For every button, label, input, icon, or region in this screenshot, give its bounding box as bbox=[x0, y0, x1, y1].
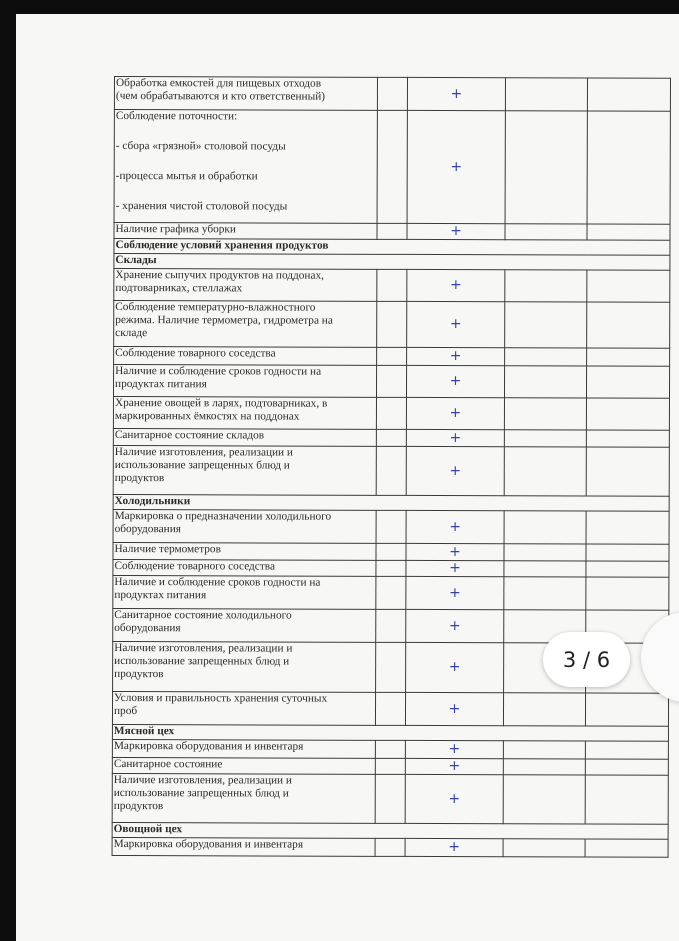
empty-cell bbox=[377, 77, 407, 110]
empty-cell bbox=[504, 430, 586, 447]
criterion-cell bbox=[114, 347, 377, 366]
check-mark: + bbox=[406, 543, 504, 560]
table-row bbox=[112, 739, 668, 759]
criterion-cell bbox=[112, 739, 375, 758]
criterion-cell bbox=[114, 77, 377, 111]
empty-cell bbox=[503, 775, 585, 824]
table-row bbox=[112, 757, 668, 775]
empty-cell bbox=[376, 446, 406, 495]
empty-cell bbox=[504, 511, 586, 544]
empty-cell bbox=[375, 758, 405, 774]
criterion-text bbox=[116, 183, 376, 201]
empty-cell bbox=[376, 560, 406, 576]
section-title: Мясной цех bbox=[112, 724, 668, 741]
criterion-text: продуктах питания bbox=[115, 378, 207, 391]
criterion-cell bbox=[113, 575, 376, 609]
empty-cell bbox=[505, 78, 587, 111]
empty-cell bbox=[587, 78, 670, 111]
criterion-text: Соблюдение товарного соседства bbox=[115, 347, 276, 360]
criterion-cell bbox=[113, 608, 376, 642]
empty-cell bbox=[376, 429, 406, 446]
empty-cell bbox=[375, 774, 405, 823]
check-mark: + bbox=[406, 397, 504, 429]
empty-cell bbox=[586, 366, 669, 398]
criterion-text: использование запрещенных блюд и bbox=[113, 787, 289, 800]
check-mark: + bbox=[407, 301, 505, 347]
check-mark: + bbox=[406, 576, 504, 609]
criterion-text: Хранение овощей в ларях, подтоварниках, в bbox=[114, 397, 328, 410]
check-mark: + bbox=[406, 642, 504, 692]
criterion-cell bbox=[114, 110, 377, 224]
empty-cell bbox=[377, 301, 407, 347]
criterion-text: подтоварниках, стеллажах bbox=[115, 282, 243, 295]
criterion-cell bbox=[114, 223, 377, 240]
criterion-text: Соблюдение поточности: bbox=[115, 110, 238, 123]
criterion-text: Наличие термометров bbox=[114, 543, 221, 556]
criterion-text: продуктов bbox=[114, 472, 165, 485]
check-mark: + bbox=[407, 223, 505, 239]
table-row bbox=[114, 269, 670, 303]
empty-cell bbox=[376, 543, 406, 560]
empty-cell bbox=[376, 365, 406, 397]
check-mark: + bbox=[405, 758, 503, 774]
empty-cell bbox=[586, 544, 669, 561]
criterion-cell bbox=[113, 641, 376, 692]
criterion-cell bbox=[113, 509, 376, 543]
criterion-text: Наличие и соблюдение сроков годности на bbox=[115, 365, 322, 378]
empty-cell bbox=[586, 430, 669, 447]
check-mark: + bbox=[407, 110, 505, 223]
check-mark: + bbox=[406, 510, 504, 543]
criterion-text: - сбора «грязной» столовой посуды bbox=[115, 140, 286, 153]
criterion-cell bbox=[112, 757, 375, 774]
empty-cell bbox=[586, 511, 669, 544]
empty-cell bbox=[505, 224, 587, 240]
check-mark: + bbox=[405, 692, 503, 725]
check-mark: + bbox=[405, 838, 503, 856]
empty-cell bbox=[505, 348, 587, 366]
empty-cell bbox=[586, 447, 669, 496]
table-row bbox=[112, 837, 668, 857]
criterion-text: Маркировка оборудования и инвентаря bbox=[113, 838, 304, 851]
check-mark: + bbox=[406, 609, 504, 642]
table-row bbox=[112, 773, 668, 824]
criterion-cell bbox=[113, 445, 376, 495]
empty-cell bbox=[504, 544, 586, 561]
criterion-text: Наличие изготовления, реализации и bbox=[113, 774, 292, 787]
criterion-text: Санитарное состояние bbox=[113, 758, 223, 771]
empty-cell bbox=[504, 577, 586, 610]
empty-cell bbox=[587, 270, 670, 302]
empty-cell bbox=[504, 447, 586, 496]
empty-cell bbox=[375, 838, 405, 856]
empty-cell bbox=[376, 642, 406, 692]
criterion-text: Маркировка оборудования и инвентаря bbox=[113, 740, 304, 753]
empty-cell bbox=[504, 561, 586, 577]
table-row bbox=[113, 428, 669, 447]
criterion-text: складе bbox=[115, 327, 148, 340]
criterion-text: -процесса мытья и обработки bbox=[115, 170, 258, 183]
empty-cell bbox=[586, 398, 669, 430]
section-row bbox=[112, 724, 668, 741]
empty-cell bbox=[376, 576, 406, 609]
empty-cell bbox=[504, 366, 586, 398]
criterion-text: маркированных ёмкостях на поддонах bbox=[114, 410, 300, 423]
empty-cell bbox=[585, 775, 668, 824]
section-row bbox=[113, 494, 669, 511]
criterion-text: Соблюдение товарного соседства bbox=[114, 560, 275, 573]
table-row bbox=[113, 509, 669, 544]
criterion-text: Наличие и соблюдение сроков годности на bbox=[114, 576, 321, 589]
criterion-text: Наличие изготовления, реализации и bbox=[114, 446, 294, 459]
criterion-text: Маркировка о предназначении холодильного bbox=[114, 510, 332, 523]
empty-cell bbox=[375, 692, 405, 725]
criterion-text bbox=[116, 123, 376, 141]
empty-cell bbox=[376, 510, 406, 543]
empty-cell bbox=[586, 561, 669, 577]
criterion-text: Соблюдение температурно-влажностного bbox=[115, 301, 316, 314]
empty-cell bbox=[503, 759, 585, 775]
criterion-text: использование запрещенных блюд и bbox=[114, 459, 290, 472]
table-row bbox=[113, 365, 669, 399]
checklist-table bbox=[112, 76, 671, 858]
criterion-cell bbox=[112, 773, 375, 823]
checklist-table-wrap bbox=[112, 76, 670, 858]
empty-cell bbox=[587, 224, 670, 240]
criterion-text: (чем обрабатываются и кто ответственный) bbox=[115, 90, 326, 103]
criterion-text: продуктов bbox=[114, 668, 164, 681]
table-row bbox=[114, 301, 670, 349]
empty-cell bbox=[505, 270, 587, 302]
check-mark: + bbox=[407, 77, 505, 110]
document-page bbox=[16, 14, 679, 941]
table-row bbox=[113, 559, 669, 577]
table-row bbox=[114, 223, 670, 241]
table-row bbox=[113, 445, 669, 496]
empty-cell bbox=[586, 577, 669, 610]
check-mark: + bbox=[406, 365, 504, 397]
check-mark: + bbox=[406, 560, 504, 576]
empty-cell bbox=[503, 741, 585, 759]
table-row bbox=[114, 347, 670, 367]
empty-cell bbox=[503, 839, 585, 857]
criterion-text: Санитарное состояние холодильного bbox=[114, 609, 292, 622]
section-row bbox=[114, 239, 670, 256]
section-title: Склады bbox=[114, 254, 670, 271]
empty-cell bbox=[505, 111, 587, 224]
criterion-text: продуктах питания bbox=[114, 589, 207, 602]
check-mark: + bbox=[406, 446, 504, 495]
empty-cell bbox=[585, 741, 668, 759]
empty-cell bbox=[375, 740, 405, 758]
check-mark: + bbox=[406, 429, 504, 446]
empty-cell bbox=[504, 398, 586, 430]
empty-cell bbox=[587, 302, 670, 348]
criterion-text: Условия и правильность хранения суточных bbox=[114, 692, 328, 705]
empty-cell bbox=[376, 609, 406, 642]
criterion-text: Обработка емкостей для пищевых отходов bbox=[115, 77, 322, 90]
section-row bbox=[112, 822, 668, 839]
criterion-text: продуктов bbox=[113, 800, 164, 813]
table-row bbox=[113, 575, 669, 610]
criterion-text: использование запрещенных блюд и bbox=[114, 655, 290, 668]
criterion-cell bbox=[114, 269, 377, 302]
section-title: Соблюдение условий хранения продуктов bbox=[114, 239, 670, 256]
table-row bbox=[113, 542, 669, 561]
empty-cell bbox=[376, 397, 406, 429]
table-row bbox=[114, 77, 670, 112]
criterion-cell bbox=[113, 365, 376, 398]
criterion-text: режима. Наличие термометра, гидрометра на bbox=[115, 314, 333, 327]
criterion-text: Наличие графика уборки bbox=[115, 223, 236, 236]
section-title: Холодильники bbox=[113, 494, 669, 511]
check-mark: + bbox=[405, 774, 503, 823]
criterion-text: Наличие изготовления, реализации и bbox=[114, 642, 293, 655]
criterion-cell bbox=[113, 559, 376, 576]
criterion-text: проб bbox=[113, 705, 138, 718]
empty-cell bbox=[587, 348, 670, 366]
criterion-text: Хранение сыпучих продуктов на поддонах, bbox=[115, 269, 324, 282]
criterion-cell bbox=[112, 837, 375, 856]
empty-cell bbox=[585, 693, 668, 726]
table-row bbox=[114, 110, 670, 225]
empty-cell bbox=[585, 839, 668, 857]
criterion-text: оборудования bbox=[114, 523, 181, 536]
empty-cell bbox=[503, 693, 585, 726]
criterion-cell bbox=[112, 691, 375, 725]
empty-cell bbox=[585, 759, 668, 775]
table-row bbox=[113, 397, 669, 431]
criterion-text bbox=[116, 153, 376, 171]
check-mark: + bbox=[407, 347, 505, 365]
criterion-cell bbox=[113, 428, 376, 446]
section-row bbox=[114, 254, 670, 271]
criterion-cell bbox=[113, 397, 376, 430]
check-mark: + bbox=[407, 269, 505, 301]
empty-cell bbox=[377, 223, 407, 239]
empty-cell bbox=[377, 110, 407, 223]
page-indicator: 3 / 6 bbox=[543, 632, 630, 687]
empty-cell bbox=[505, 302, 587, 348]
criterion-cell bbox=[114, 301, 377, 348]
criterion-cell bbox=[113, 542, 376, 560]
criterion-text: оборудования bbox=[114, 622, 181, 635]
section-title: Овощной цех bbox=[112, 822, 668, 839]
empty-cell bbox=[587, 111, 670, 224]
criterion-text: Санитарное состояние складов bbox=[114, 429, 265, 442]
table-row bbox=[112, 691, 668, 726]
check-mark: + bbox=[405, 740, 503, 758]
empty-cell bbox=[377, 347, 407, 365]
empty-cell bbox=[377, 269, 407, 301]
criterion-text: - хранения чистой столовой посуды bbox=[115, 200, 288, 213]
